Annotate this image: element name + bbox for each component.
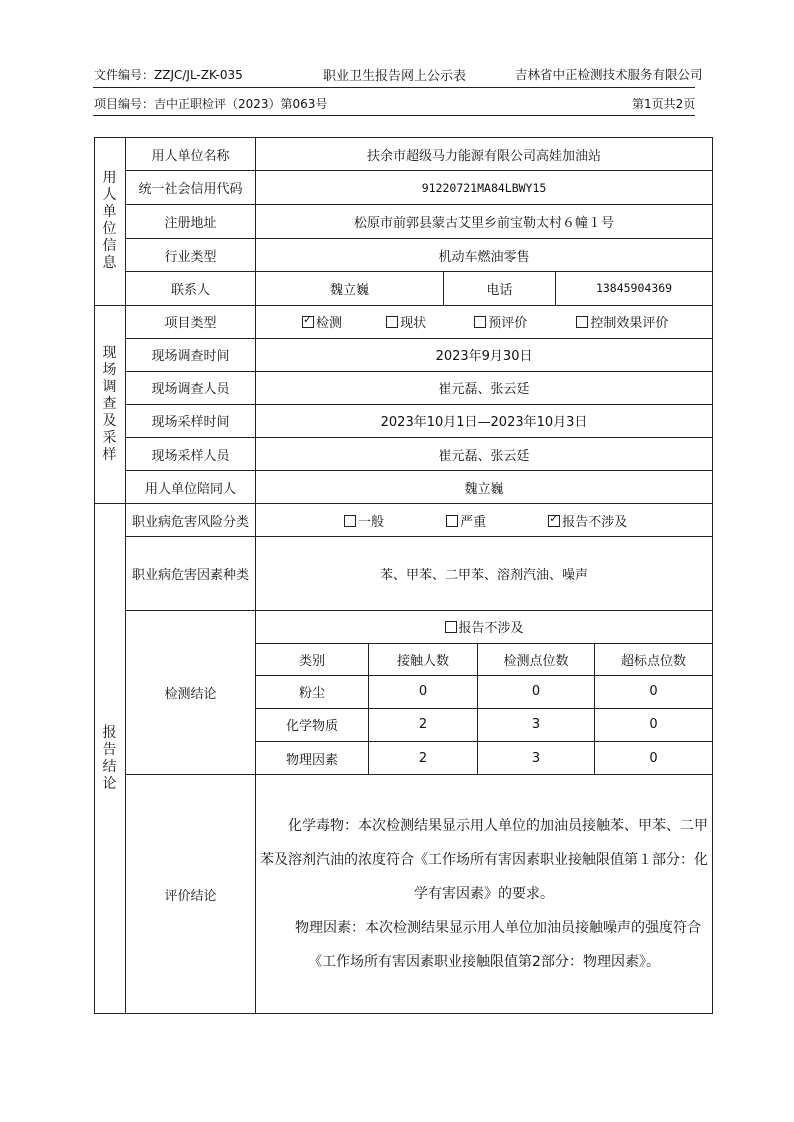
detect-cell: 3 [478,742,595,775]
risk-class-options [256,504,713,537]
address-label: 注册地址 [126,205,256,239]
employer-name-label: 用人单位名称 [126,138,256,171]
detect-cell: 粉尘 [256,675,369,708]
industry-value: 机动车燃油零售 [256,239,713,272]
checkbox-empty-icon [445,621,457,633]
evaluation-conclusion-text [256,775,713,1014]
evaluation-chemical-paragraph: 化学毒物：本次检测结果显示用人单位的加油员接触苯、甲苯、二甲苯及溶剂汽油的浓度符合《工作场所有害因素职业接触限值第１部分：化学有害因素》的要求。 [260,818,709,903]
detect-cell: 0 [595,708,713,741]
detect-header-category: 类别 [256,643,369,675]
checkbox-empty-icon [474,316,486,328]
address-value: 松原市前郭县蒙古艾里乡前宝勒太村６幢１号 [256,205,713,239]
checkbox-checked-icon [302,316,314,328]
option-general[interactable]: 一般 [344,511,442,530]
credit-code-value: 91220721MA84LBWY15 [256,171,713,205]
detection-conclusion-label: 检测结论 [126,610,256,775]
survey-time-value: 2023年9月30日 [256,338,713,371]
detect-header-points: 检测点位数 [478,643,595,675]
document-title: 职业卫生报告网上公示表 [323,69,467,84]
sampling-staff-value: 崔元磊、张云廷 [256,437,713,470]
risk-class-label: 职业病危害风险分类 [126,504,256,537]
credit-code-label: 统一社会信用代码 [126,171,256,205]
project-type-options [256,305,713,338]
disclosure-table [94,137,713,1014]
phone-label: 电话 [444,272,556,305]
option-status[interactable]: 现状 [386,312,470,331]
employer-name-value: 扶余市超级马力能源有限公司高娃加油站 [256,138,713,171]
escort-value: 魏立巍 [256,471,713,504]
checkbox-empty-icon [344,515,356,527]
section-survey-sampling: 现 场 调 查 及 采 样 [95,305,126,504]
project-number: 项目编号：吉中正职检评（2023）第063号 [94,97,328,111]
detect-cell: 0 [595,742,713,775]
sampling-time-value: 2023年10月1日—2023年10月3日 [256,404,713,437]
contact-label: 联系人 [126,272,256,305]
detect-cell: 0 [595,675,713,708]
phone-value: 13845904369 [556,272,713,305]
checkbox-empty-icon [446,515,458,527]
hazard-factors-label: 职业病危害因素种类 [126,537,256,610]
checkbox-checked-icon [548,515,560,527]
option-detection[interactable]: ✓ 检测 [302,312,382,331]
header-rule-top [93,87,695,88]
sampling-time-label: 现场采样时间 [126,404,256,437]
detect-cell: 0 [369,675,478,708]
detect-cell: 0 [478,675,595,708]
option-pre-evaluation[interactable]: 预评价 [474,312,572,331]
detect-header-exposed: 接触人数 [369,643,478,675]
detect-cell: 2 [369,708,478,741]
header-rule-bottom [93,115,695,116]
option-not-applicable[interactable]: ✓ 报告不涉及 [548,511,627,530]
checkbox-empty-icon [386,316,398,328]
file-number: 文件编号：ZZJC/JL-ZK-035 [94,68,243,82]
contact-value: 魏立巍 [256,272,444,305]
escort-label: 用人单位陪同人 [126,471,256,504]
section-employer-info: 用 人 单 位 信 息 [95,138,126,306]
page-info: 第1页共2页 [632,97,696,111]
evaluation-physical-paragraph: 物理因素：本次检测结果显示用人单位加油员接触噪声的强度符合《工作场所有害因素职业接触限值第2部分：物理因素》。 [295,920,702,971]
detect-cell: 3 [478,708,595,741]
detect-cell: 物理因素 [256,742,369,775]
option-control-effect[interactable]: 控制效果评价 [576,312,668,331]
detect-cell: 2 [369,742,478,775]
project-type-label: 项目类型 [126,305,256,338]
detect-header-exceed: 超标点位数 [595,643,713,675]
industry-label: 行业类型 [126,239,256,272]
detect-cell: 化学物质 [256,708,369,741]
survey-staff-label: 现场调查人员 [126,371,256,404]
sampling-staff-label: 现场采样人员 [126,437,256,470]
section-report-conclusion: 报 告 结 论 [95,504,126,1014]
detection-not-applicable[interactable]: 报告不涉及 [256,610,713,643]
checkbox-empty-icon [576,316,588,328]
survey-time-label: 现场调查时间 [126,338,256,371]
option-serious[interactable]: 严重 [446,511,544,530]
survey-staff-value: 崔元磊、张云廷 [256,371,713,404]
hazard-factors-value: 苯、甲苯、二甲苯、溶剂汽油、噪声 [256,537,713,610]
evaluation-conclusion-label: 评价结论 [126,775,256,1014]
company-name: 吉林省中正检测技术服务有限公司 [515,67,703,82]
